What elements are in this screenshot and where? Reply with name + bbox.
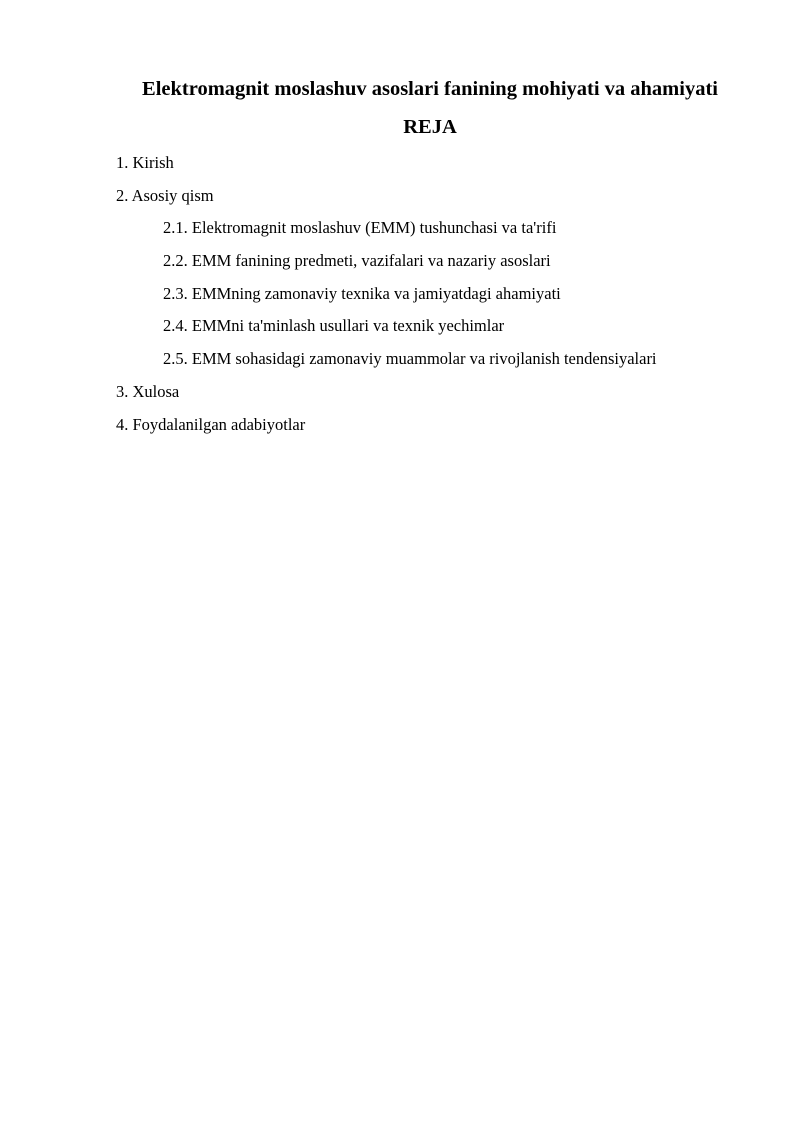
plan-item-conclusion: 3. Xulosa [116,381,180,401]
plan-subitem-2-1: 2.1. Elektromagnit moslashuv (EMM) tushunchasi va ta'rifi [163,218,557,238]
document-title: Elektromagnit moslashuv asoslari fanining mohiyati va ahamiyati [142,78,718,100]
plan-item-introduction: 1. Kirish [116,153,174,172]
plan-subitem-2-4: 2.4. EMMni ta'minlash usullari va texnik yechimlar [163,316,505,336]
plan-subitem-2-2: 2.2. EMM fanining predmeti, vazifalari va nazariy asoslari [163,251,551,271]
plan-list [0,147,800,441]
plan-heading: REJA [403,116,457,138]
plan-subitem-2-5: 2.5. EMM sohasidagi zamonaviy muammolar va rivojlanish tendensiyalari [163,349,657,369]
plan-item-main-part: 2. Asosiy qism [116,185,214,205]
plan-item-references: 4. Foydalanilgan adabiyotlar [116,414,306,434]
plan-subitem-2-3: 2.3. EMMning zamonaviy texnika va jamiyatdagi ahamiyati [163,283,561,303]
